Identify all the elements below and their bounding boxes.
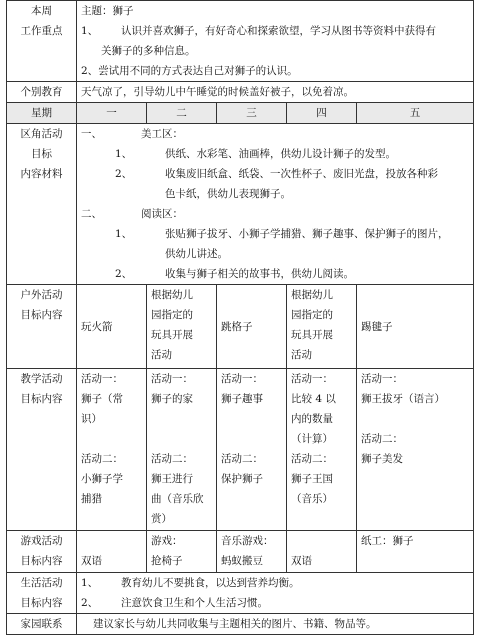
area-activity-content: 一、 美工区： 1、 供纸、水彩笔、油画棒，供幼儿设计狮子的发型。 2、 收集废旧纸盒、纸袋、一次性杯子、废旧光盘，投放各种彩 色卡纸，供幼儿表现狮子。 二、 阅读区： 1、 张贴狮子拔牙、小狮子学捕猎、狮子趣事、保护狮子的图片， 供幼儿讲述。 2、 收集与狮子相关的故事书，供幼儿阅读。 xyxy=(77,124,474,285)
life-content: 1、 教育幼儿不要挑食，以达到营养均衡。 2、 注意饮食卫生和个人生活习惯。 xyxy=(77,573,474,614)
family-label: 家园联系 xyxy=(7,614,77,635)
teaching-thu: 活动一： 比较 4 以 内的数量 （计算） 活动二： 狮子王国 （音乐） xyxy=(287,369,357,531)
teaching-wed: 活动一： 狮子趣事 活动二： 保护狮子 xyxy=(217,369,287,531)
game-wed: 音乐游戏： 蚂蚁搬豆 xyxy=(217,531,287,573)
theme-title: 主题：狮子 xyxy=(81,5,134,17)
teaching-fri: 活动一： 狮王拔牙（语言） 活动二： 狮子美发 xyxy=(357,369,474,531)
outdoor-thu: 根据幼儿 园指定的 玩具开展 活动 xyxy=(287,285,357,369)
individual-text: 天气凉了，引导幼儿中午睡觉的时候盖好被子，以免着凉。 xyxy=(77,82,474,103)
week-focus-label: 本周 工作重点 xyxy=(7,1,77,82)
game-mon: 双语 xyxy=(77,531,147,573)
outdoor-label: 户外活动 目标内容 xyxy=(7,285,77,369)
outdoor-tue: 根据幼儿 园指定的 玩具开展 活动 xyxy=(147,285,217,369)
outdoor-wed: 跳格子 xyxy=(217,285,287,369)
weekly-plan-table xyxy=(6,0,474,635)
teaching-mon: 活动一： 狮子（常 识） 活动二： 小狮子学 捕猎 xyxy=(77,369,147,531)
area-activity-row xyxy=(7,124,474,285)
teaching-row xyxy=(7,369,474,531)
life-label: 生活活动 目标内容 xyxy=(7,573,77,614)
individual-row xyxy=(7,82,474,103)
game-tue: 游戏： 抢椅子 xyxy=(147,531,217,573)
game-row xyxy=(7,531,474,573)
family-row xyxy=(7,614,474,635)
teaching-tue: 活动一： 狮子的家 活动二： 狮王进行 曲（音乐欣 赏） xyxy=(147,369,217,531)
weekday-label: 星期 xyxy=(7,103,77,124)
game-thu: 双语 xyxy=(287,531,357,573)
day-fri: 五 xyxy=(357,103,474,124)
area-activity-label: 区角活动 目标 内容材料 xyxy=(7,124,77,285)
day-thu: 四 xyxy=(287,103,357,124)
outdoor-mon: 玩火箭 xyxy=(77,285,147,369)
life-row xyxy=(7,573,474,614)
day-wed: 三 xyxy=(217,103,287,124)
family-text: 建议家长与幼儿共同收集与主题相关的图片、书籍、物品等。 xyxy=(77,614,474,635)
individual-label: 个别教育 xyxy=(7,82,77,103)
game-fri: 纸工：狮子 xyxy=(357,531,474,573)
game-label: 游戏活动 目标内容 xyxy=(7,531,77,573)
weekday-header-row xyxy=(7,103,474,124)
day-mon: 一 xyxy=(77,103,147,124)
outdoor-row xyxy=(7,285,474,369)
day-tue: 二 xyxy=(147,103,217,124)
outdoor-fri: 踢毽子 xyxy=(357,285,474,369)
week-focus-content: 主题：狮子 1、 认识并喜欢狮子，有好奇心和探索欲望，学习从图书等资料中获得有 关狮子的多种信息。 2、尝试用不同的方式表达自己对狮子的认识。 xyxy=(77,1,474,82)
week-focus-row xyxy=(7,1,474,82)
teaching-label: 教学活动 目标内容 xyxy=(7,369,77,531)
